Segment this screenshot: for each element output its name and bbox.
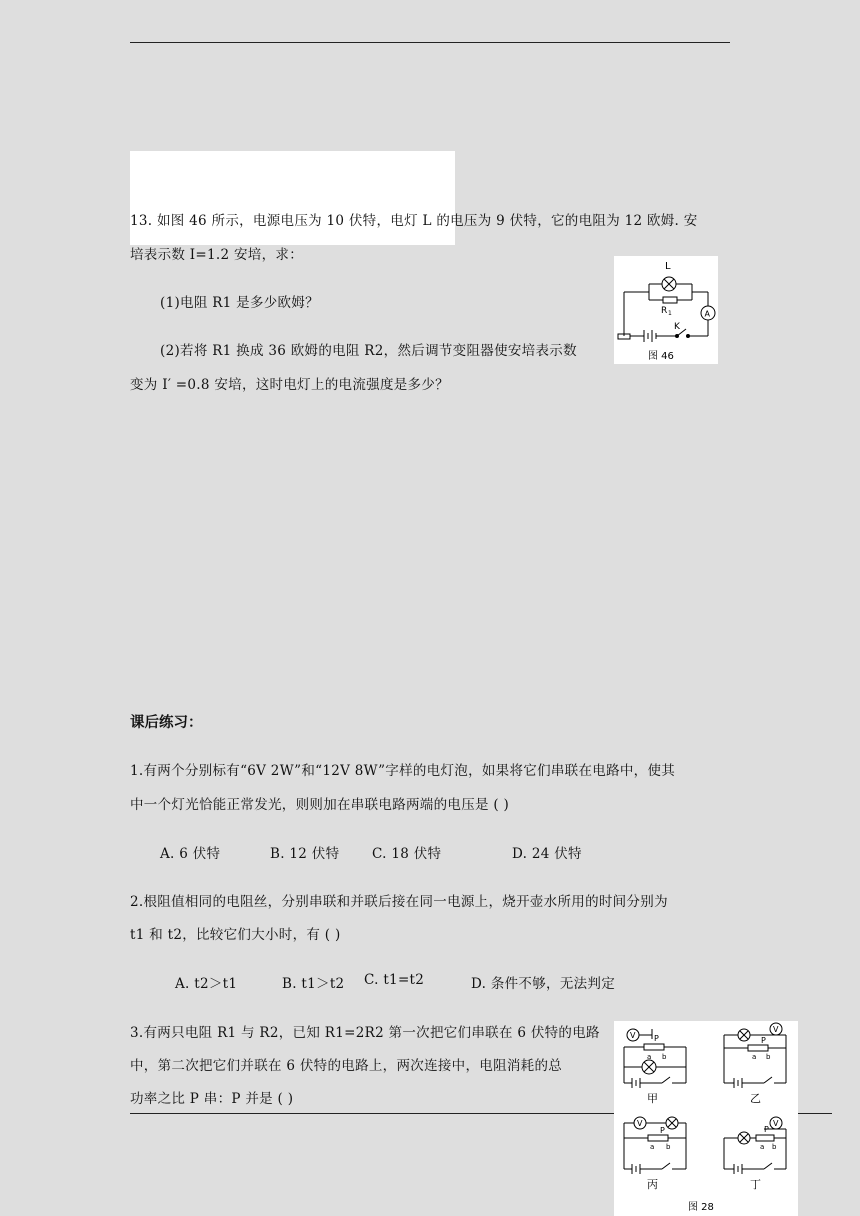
hw-q2-option-b: B. t1＞t2 — [282, 976, 345, 992]
svg-text:P: P — [761, 1036, 766, 1045]
q13-part2b: 变为 I′ =0.8 安培，这时电灯上的电流强度是多少？ — [130, 377, 449, 393]
hw-q2-option-c: C. t1=t2 — [364, 972, 425, 988]
circuit-46-diagram — [614, 256, 718, 364]
svg-text:R: R — [661, 306, 668, 316]
resistor-r1-icon — [663, 297, 677, 303]
figure-46 — [614, 256, 718, 364]
homework-title: 课后练习： — [130, 715, 203, 731]
svg-text:L: L — [665, 261, 671, 272]
svg-text:P: P — [654, 1034, 659, 1043]
label-ding: 丁 — [750, 1178, 761, 1191]
hw-q3-line2: 中，第二次把它们并联在 6 伏特的电路上，两次连接中，电阻消耗的总 — [130, 1058, 563, 1074]
svg-text:1: 1 — [668, 310, 672, 317]
svg-text:P: P — [660, 1126, 665, 1135]
header-rule — [130, 42, 730, 43]
svg-text:V: V — [773, 1119, 779, 1128]
circuit-28-diagram — [614, 1021, 798, 1216]
hw-q2-line2: t1 和 t2，比较它们大小时，有 ( ) — [130, 927, 341, 943]
hw-q3-line3: 功率之比 P 串：P 并是 ( ) — [130, 1091, 294, 1107]
svg-text:b: b — [766, 1053, 771, 1061]
figure-28 — [614, 1021, 798, 1216]
q13-part2a: (2)若将 R1 换成 36 欧姆的电阻 R2，然后调节变阻器使安培表示数 — [160, 343, 577, 359]
svg-text:b: b — [772, 1143, 777, 1151]
svg-text:P: P — [764, 1125, 769, 1134]
hw-q1-line1: 1.有两个分别标有“6V 2W”和“12V 8W”字样的电灯泡，如果将它们串联在电路中，使其 — [130, 763, 676, 779]
hw-q1-option-a: A. 6 伏特 — [160, 846, 221, 862]
label-jia: 甲 — [647, 1092, 658, 1105]
svg-text:a: a — [650, 1143, 655, 1151]
label-bing: 丙 — [647, 1178, 658, 1191]
hw-q2-option-a: A. t2＞t1 — [175, 976, 238, 992]
svg-text:A: A — [704, 309, 710, 319]
svg-text:V: V — [773, 1025, 779, 1034]
circuit-bing — [624, 1117, 686, 1174]
q13-line1: 13. 如图 46 所示，电源电压为 10 伏特，电灯 L 的电压为 9 伏特，它的电阻为 12 欧姆. 安 — [130, 213, 698, 229]
svg-text:b: b — [662, 1053, 667, 1061]
fig28-caption: 图 28 — [688, 1202, 714, 1213]
hw-q3-line1: 3.有两只电阻 R1 与 R2，已知 R1=2R2 第一次把它们串联在 6 伏特的电路 — [130, 1025, 600, 1041]
svg-text:a: a — [647, 1053, 652, 1061]
svg-text:图 46: 图 46 — [648, 351, 674, 362]
hw-q1-option-b: B. 12 伏特 — [270, 846, 340, 862]
q13-line2: 培表示数 I=1.2 安培，求： — [130, 247, 303, 263]
hw-q1-option-c: C. 18 伏特 — [372, 846, 442, 862]
svg-text:b: b — [666, 1143, 671, 1151]
hw-q2-line1: 2.根阻值相同的电阻丝，分别串联和并联后接在同一电源上，烧开壶水所用的时间分别为 — [130, 894, 668, 910]
hw-q1-option-d: D. 24 伏特 — [512, 846, 582, 862]
svg-text:K: K — [674, 322, 680, 332]
svg-text:a: a — [760, 1143, 765, 1151]
label-yi: 乙 — [750, 1092, 761, 1105]
hw-q1-line2: 中一个灯光恰能正常发光，则则加在串联电路两端的电压是 ( ) — [130, 797, 510, 813]
hw-q2-option-d: D. 条件不够，无法判定 — [471, 976, 616, 992]
svg-text:V: V — [637, 1119, 643, 1128]
svg-text:V: V — [630, 1031, 636, 1040]
q13-part1: (1)电阻 R1 是多少欧姆？ — [160, 295, 319, 311]
highlight-block — [130, 151, 455, 245]
svg-text:a: a — [752, 1053, 757, 1061]
